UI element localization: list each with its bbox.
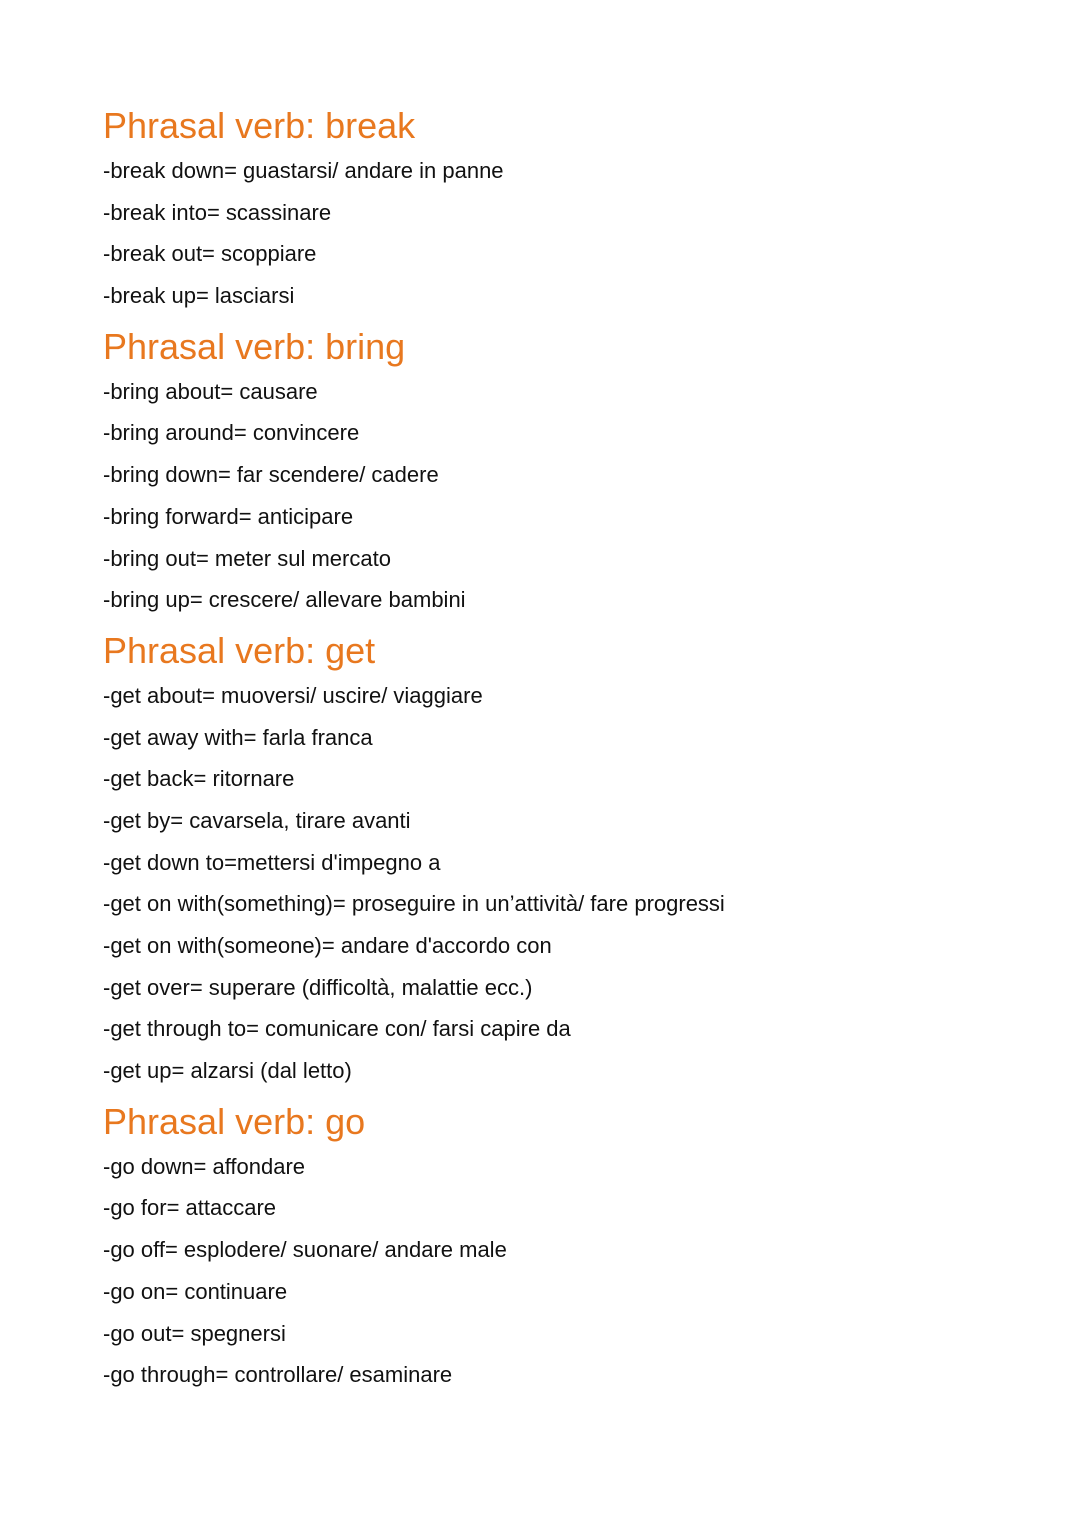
list-item: -get up= alzarsi (dal letto) <box>103 1058 352 1084</box>
list-item: -break into= scassinare <box>103 199 332 225</box>
list-item: -break up= lasciarsi <box>103 283 295 309</box>
list-item: -go through= controllare/ esaminare <box>103 1362 453 1388</box>
list-item: -get down to=mettersi d'impegno a <box>103 849 441 875</box>
section-break <box>103 102 1080 317</box>
list-item: -get through to= comunicare con/ farsi capire da <box>103 1016 571 1042</box>
list-item: -go on= continuare <box>103 1278 288 1304</box>
list-item: -go off= esplodere/ suonare/ andare male <box>103 1237 507 1263</box>
list-item: -go out= spegnersi <box>103 1320 286 1346</box>
list-item: -bring about= causare <box>103 378 318 404</box>
list-item: -bring down= far scendere/ cadere <box>103 462 439 488</box>
list-item: -bring out= meter sul mercato <box>103 545 391 571</box>
section-get <box>103 627 1080 1092</box>
list-item: -get back= ritornare <box>103 766 295 792</box>
list-item: -bring forward= anticipare <box>103 503 354 529</box>
list-item: -bring up= crescere/ allevare bambini <box>103 587 466 613</box>
list-item: -get on with(someone)= andare d'accordo con <box>103 933 552 958</box>
list-item: -get by= cavarsela, tirare avanti <box>103 807 411 833</box>
list-item: -get about= muoversi/ uscire/ viaggiare <box>103 682 483 708</box>
list-item: -go for= attaccare <box>103 1195 277 1221</box>
list-item: -go down= affondare <box>103 1153 306 1179</box>
section-title: Phrasal verb: go <box>103 1100 366 1142</box>
list-item: -get away with= farla franca <box>103 724 373 750</box>
list-item: -break down= guastarsi/ andare in panne <box>103 158 504 183</box>
list-item: -bring around= convincere <box>103 420 360 446</box>
list-item: -break out= scoppiare <box>103 241 317 267</box>
section-bring <box>103 323 1080 621</box>
list-item: -get over= superare (difficoltà, malattie ecc.) <box>103 974 533 1000</box>
section-title: Phrasal verb: bring <box>103 325 406 367</box>
section-go <box>103 1098 1080 1396</box>
section-title: Phrasal verb: break <box>103 105 416 146</box>
list-item: -get on with(something)= proseguire in un’attività/ fare progressi <box>103 891 725 917</box>
section-title: Phrasal verb: get <box>103 629 376 671</box>
